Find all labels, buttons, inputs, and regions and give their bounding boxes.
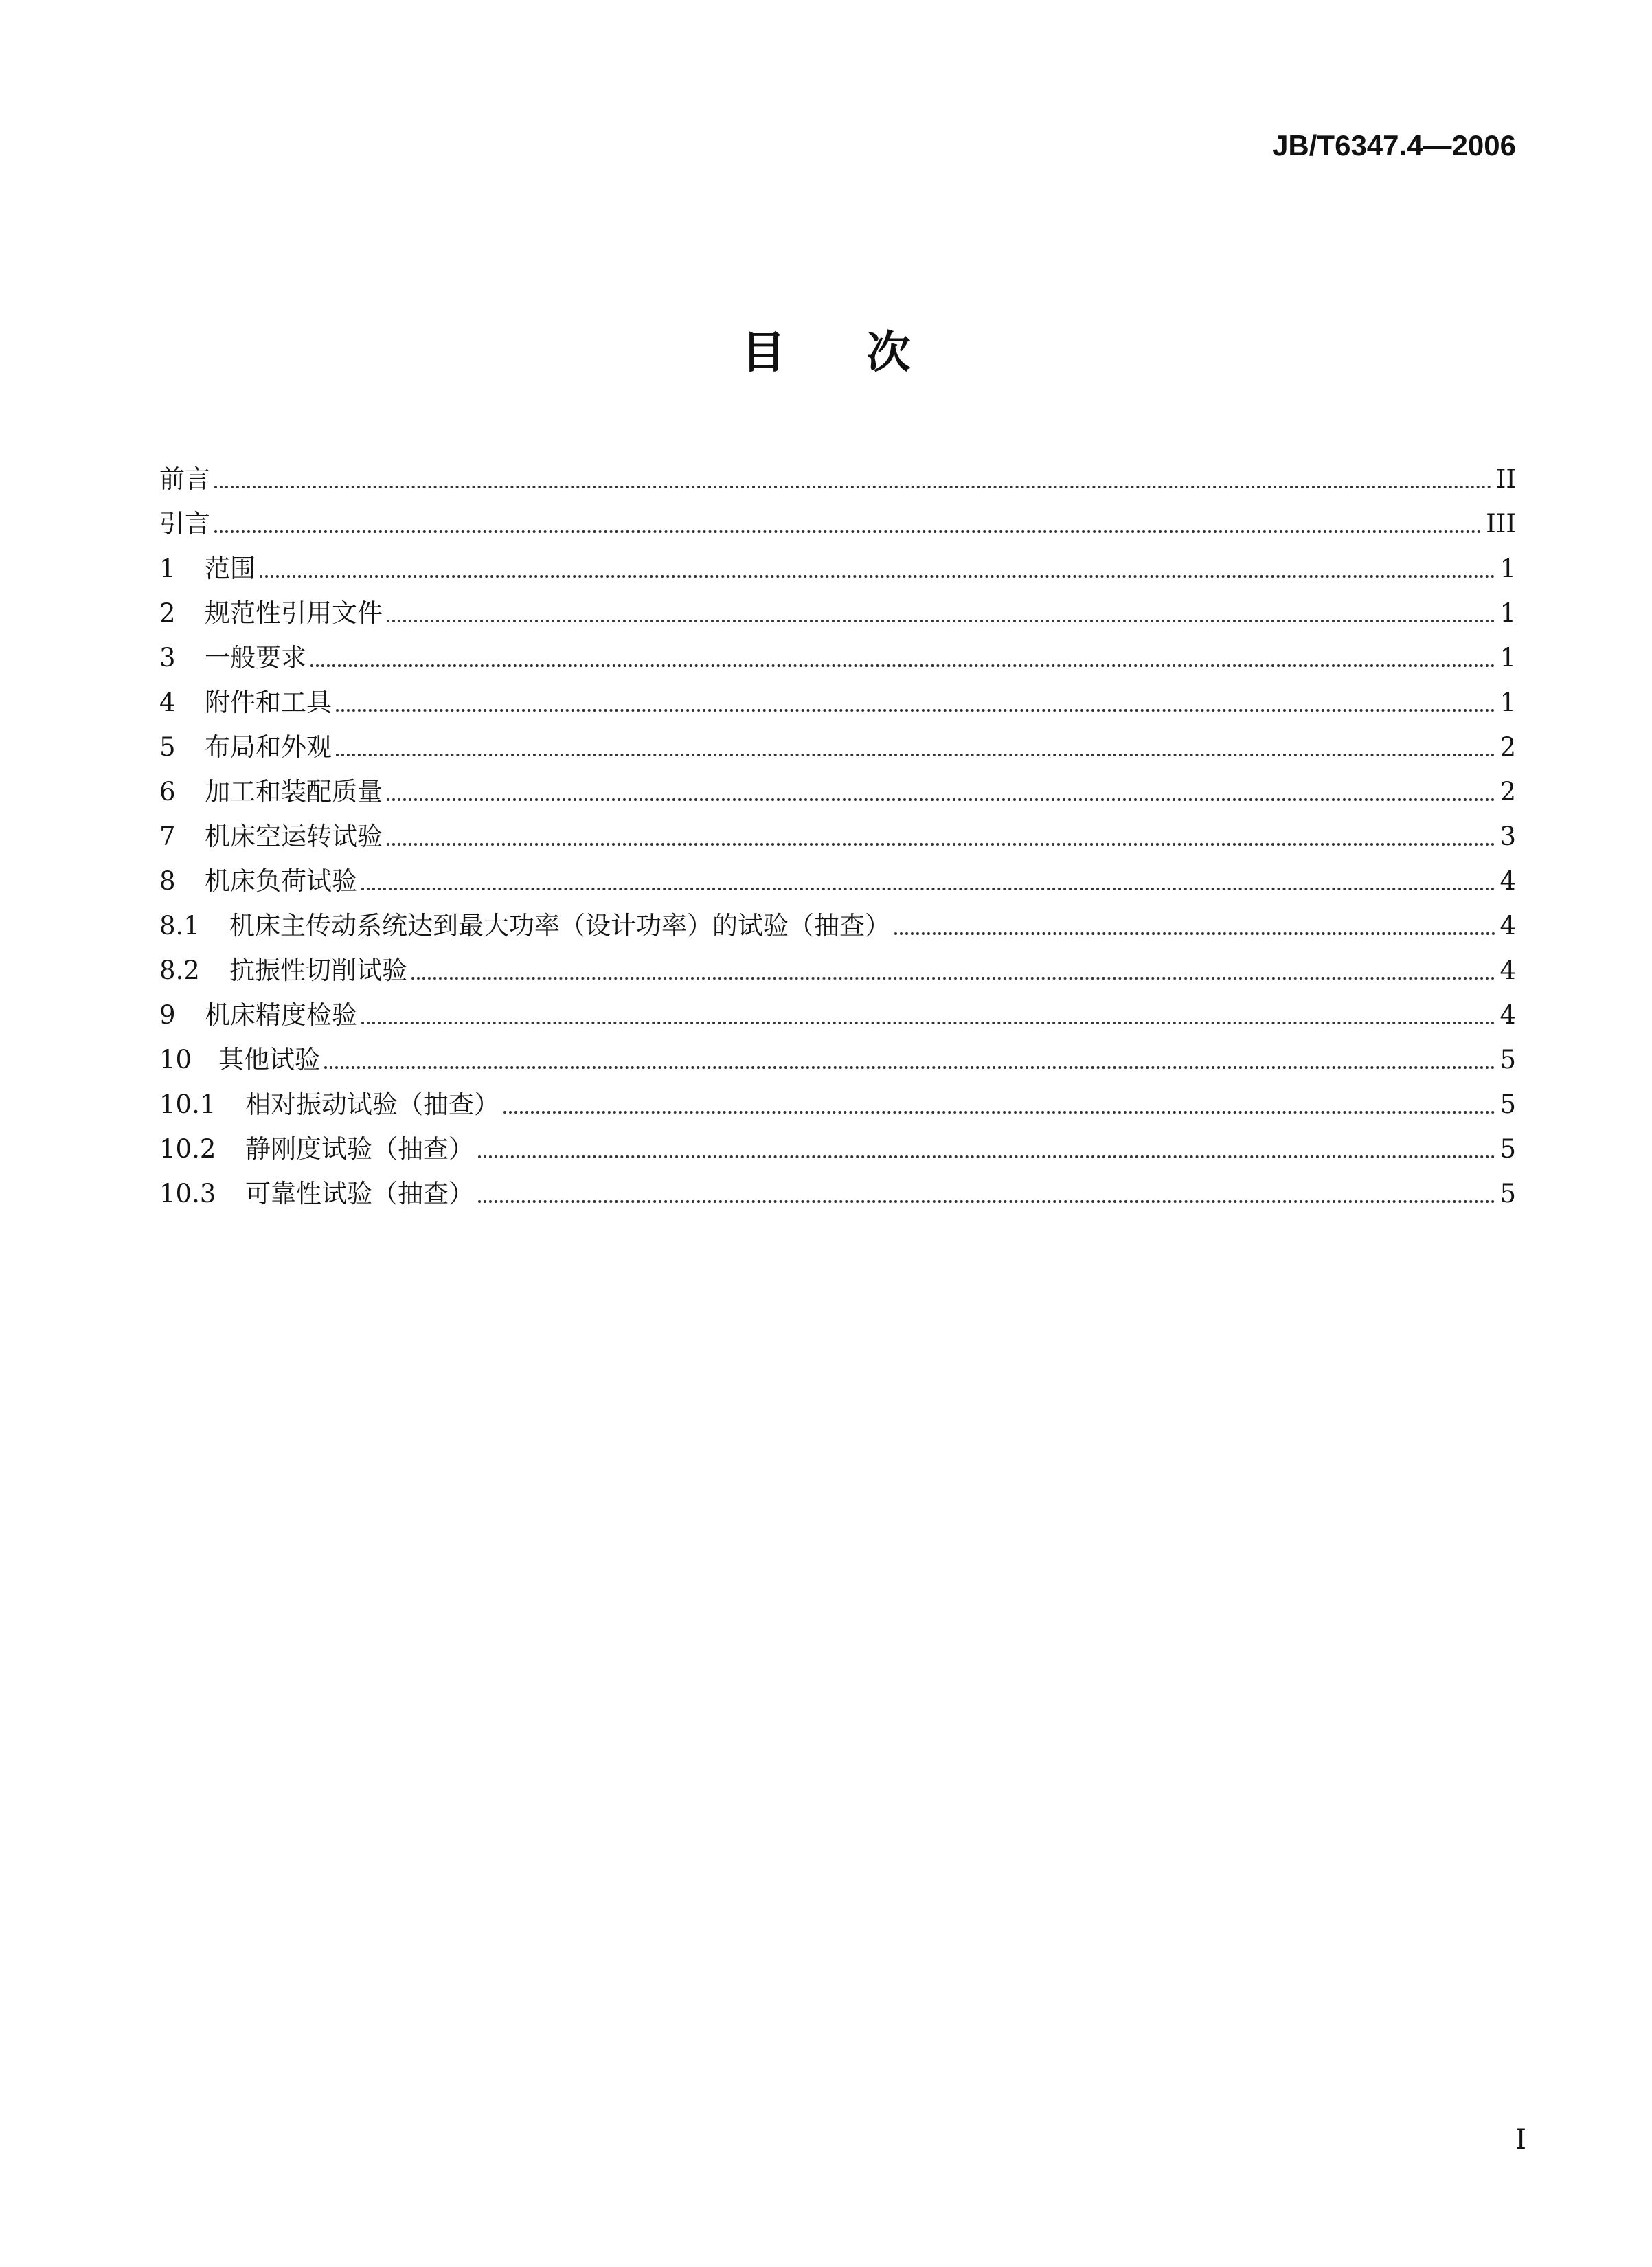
dot-leader bbox=[361, 1022, 1495, 1024]
dot-leader bbox=[336, 754, 1495, 756]
toc-entry[interactable] bbox=[159, 452, 1516, 497]
toc-entry-number: 10.1 bbox=[159, 1090, 216, 1119]
toc-entry-label: 机床负荷试验 bbox=[205, 866, 357, 896]
dot-leader bbox=[387, 843, 1495, 846]
toc-entry[interactable] bbox=[159, 1166, 1516, 1211]
toc-entry[interactable] bbox=[159, 854, 1516, 899]
toc-entry-page: 5 bbox=[1500, 1179, 1516, 1208]
toc-entry-page: 4 bbox=[1500, 911, 1516, 940]
toc-entry-number: 2 bbox=[159, 598, 176, 628]
toc-entry-page: 4 bbox=[1500, 956, 1516, 985]
toc-entry-label: 机床空运转试验 bbox=[205, 822, 383, 851]
dot-leader bbox=[411, 977, 1495, 980]
toc-entry-number: 4 bbox=[159, 688, 176, 717]
title-char-1: 目 bbox=[741, 328, 786, 379]
dot-leader bbox=[260, 575, 1495, 578]
toc-entry-label: 抗振性切削试验 bbox=[229, 956, 407, 985]
dot-leader bbox=[387, 798, 1495, 801]
toc-entry-page: II bbox=[1495, 464, 1516, 494]
toc-entry-number: 10 bbox=[159, 1045, 192, 1074]
toc-entry[interactable] bbox=[159, 988, 1516, 1033]
toc-entry[interactable] bbox=[159, 1033, 1516, 1077]
toc-entry[interactable] bbox=[159, 541, 1516, 586]
toc-entry-page: 2 bbox=[1500, 777, 1516, 807]
dot-leader bbox=[387, 620, 1495, 622]
page-title bbox=[0, 317, 1652, 381]
toc-entry-page: 1 bbox=[1500, 598, 1516, 628]
toc-entry-label: 一般要求 bbox=[205, 643, 306, 673]
dot-leader bbox=[310, 664, 1495, 667]
toc-entry-label: 布局和外观 bbox=[205, 732, 332, 762]
toc-entry-number: 9 bbox=[159, 1000, 176, 1030]
toc-entry-number: 8 bbox=[159, 866, 176, 896]
toc-entry-page: 4 bbox=[1500, 1000, 1516, 1030]
toc-entry-label: 机床精度检验 bbox=[205, 1000, 357, 1030]
toc-entry-page: III bbox=[1486, 509, 1516, 539]
toc-entry-page: 5 bbox=[1500, 1134, 1516, 1164]
toc-entry-label: 机床主传动系统达到最大功率（设计功率）的试验（抽查） bbox=[229, 911, 890, 940]
toc-entry[interactable] bbox=[159, 720, 1516, 765]
toc-entry-page: 2 bbox=[1500, 732, 1516, 762]
dot-leader bbox=[478, 1155, 1495, 1158]
toc-entry-label: 静刚度试验（抽查） bbox=[245, 1134, 474, 1164]
toc-entry[interactable] bbox=[159, 675, 1516, 720]
toc-entry-number: 3 bbox=[159, 643, 176, 673]
dot-leader bbox=[214, 486, 1492, 488]
toc-entry-label: 可靠性试验（抽查） bbox=[245, 1179, 474, 1208]
page-number: I bbox=[1515, 2124, 1526, 2156]
toc-entry-label: 相对振动试验（抽查） bbox=[245, 1090, 499, 1119]
toc-entry-page: 3 bbox=[1500, 822, 1516, 851]
toc-entry-label: 范围 bbox=[205, 554, 256, 583]
dot-leader bbox=[214, 530, 1482, 533]
table-of-contents bbox=[159, 452, 1516, 1211]
toc-entry-page: 1 bbox=[1500, 688, 1516, 717]
toc-entry-page: 5 bbox=[1500, 1090, 1516, 1119]
dot-leader bbox=[324, 1066, 1495, 1069]
toc-entry[interactable] bbox=[159, 1122, 1516, 1166]
dot-leader bbox=[336, 709, 1495, 712]
toc-entry-number: 8.2 bbox=[159, 956, 200, 985]
toc-entry-number: 7 bbox=[159, 822, 176, 851]
toc-entry[interactable] bbox=[159, 586, 1516, 631]
dot-leader bbox=[894, 932, 1495, 935]
toc-entry-page: 4 bbox=[1500, 866, 1516, 896]
toc-entry-label: 附件和工具 bbox=[205, 688, 332, 717]
toc-entry-number: 10.3 bbox=[159, 1179, 216, 1208]
toc-entry-page: 1 bbox=[1500, 643, 1516, 673]
document-code: JB/T6347.4—2006 bbox=[1272, 129, 1516, 161]
toc-entry-label: 引言 bbox=[159, 509, 210, 539]
toc-entry-page: 1 bbox=[1500, 554, 1516, 583]
toc-entry-number: 6 bbox=[159, 777, 176, 807]
toc-entry-number: 1 bbox=[159, 554, 176, 583]
toc-entry-number: 10.2 bbox=[159, 1134, 216, 1164]
toc-entry-label: 其他试验 bbox=[218, 1045, 320, 1074]
toc-entry[interactable] bbox=[159, 1077, 1516, 1122]
toc-entry[interactable] bbox=[159, 943, 1516, 988]
toc-entry[interactable] bbox=[159, 899, 1516, 943]
toc-entry-number: 5 bbox=[159, 732, 176, 762]
toc-entry-label: 前言 bbox=[159, 464, 210, 494]
toc-entry[interactable] bbox=[159, 497, 1516, 541]
toc-entry-number: 8.1 bbox=[159, 911, 200, 940]
toc-entry[interactable] bbox=[159, 631, 1516, 675]
dot-leader bbox=[503, 1111, 1495, 1114]
toc-entry-label: 规范性引用文件 bbox=[205, 598, 383, 628]
toc-entry-page: 5 bbox=[1500, 1045, 1516, 1074]
dot-leader bbox=[361, 888, 1495, 890]
dot-leader bbox=[478, 1200, 1495, 1203]
title-char-2: 次 bbox=[866, 328, 911, 379]
toc-entry[interactable] bbox=[159, 809, 1516, 854]
toc-entry-label: 加工和装配质量 bbox=[205, 777, 383, 807]
toc-entry[interactable] bbox=[159, 765, 1516, 809]
